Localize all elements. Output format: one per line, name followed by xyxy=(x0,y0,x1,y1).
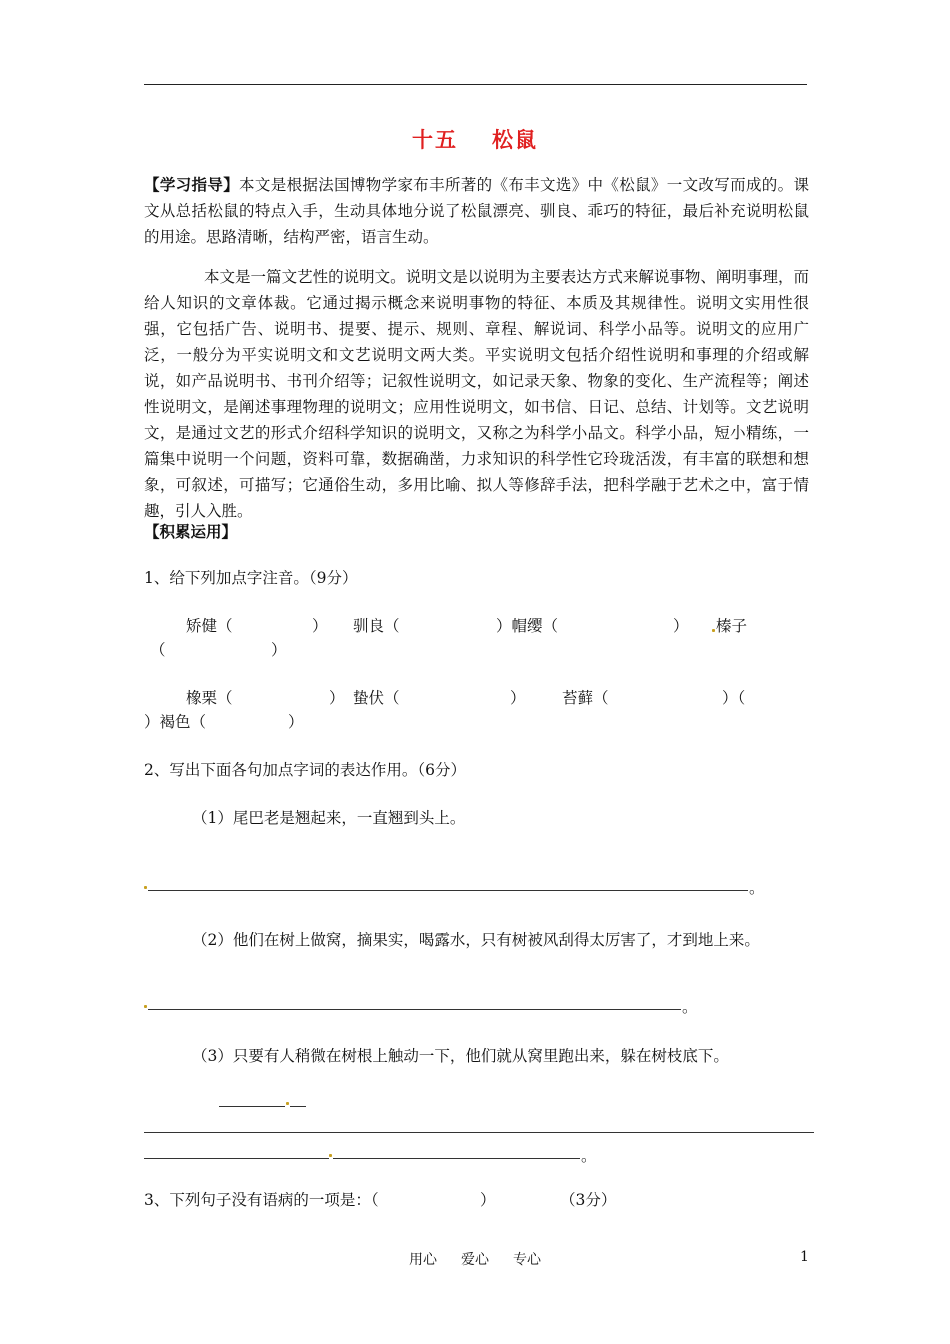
emphasis-dot xyxy=(329,1154,332,1157)
q3-close: ） xyxy=(480,1191,496,1209)
footer-item-2: 爱心 xyxy=(461,1252,489,1268)
answer-line-3a[interactable] xyxy=(219,1106,285,1107)
q1-close-5: ） xyxy=(329,689,345,707)
page-number: 1 xyxy=(800,1249,809,1265)
intro-paragraph xyxy=(144,264,809,524)
q1-word-8: ）褐色（ xyxy=(144,713,207,731)
study-guide xyxy=(144,172,809,250)
q1-word-5: 橡栗（ xyxy=(186,689,233,707)
section-heading: 【积累运用】 xyxy=(144,522,238,541)
answer-line-3c[interactable] xyxy=(144,1132,814,1133)
emphasis-dot xyxy=(286,1102,289,1105)
q1-word-4: 榛子 xyxy=(716,617,748,635)
q1-close-1: ） xyxy=(312,617,328,635)
study-guide-text: 本文是根据法国博物学家布丰所著的《布丰文选》中《松鼠》一文改写而成的。课文从总括松鼠的特点入手，生动具体地分说了松鼠漂亮、驯良、乖巧的特征，最后补充说明松鼠的用途。思路清晰，结构严密，语言生动。 xyxy=(144,176,809,246)
answer-end-1: 。 xyxy=(749,879,765,897)
q1-close-8: ） xyxy=(288,713,304,731)
answer-line-2[interactable] xyxy=(148,1009,681,1010)
q2-sentence-1: （1）尾巴老是翘起来，一直翘到头上。 xyxy=(192,809,466,827)
answer-end-2: 。 xyxy=(682,998,698,1016)
q2-stem: 2、写出下面各句加点字词的表达作用。（6分） xyxy=(144,761,466,779)
q3-stem: 3、下列句子没有语病的一项是：（ xyxy=(144,1191,379,1209)
q3-score: （3分） xyxy=(560,1191,617,1209)
emphasis-dot xyxy=(712,629,715,632)
q2-sentence-3: （3）只要有人稍微在树根上触动一下，他们就从窝里跑出来，躲在树枝底下。 xyxy=(192,1047,729,1065)
title-number: 十五 xyxy=(412,127,458,152)
q1-word-3: ）帽缨（ xyxy=(496,617,559,635)
answer-line-3b[interactable] xyxy=(290,1106,306,1107)
header-rule xyxy=(144,84,807,85)
answer-line-3e[interactable] xyxy=(333,1158,580,1159)
q1-word-1: 矫健（ xyxy=(186,617,233,635)
answer-end-3: 。 xyxy=(581,1147,597,1165)
title-text: 松鼠 xyxy=(492,127,538,152)
answer-line-1[interactable] xyxy=(148,890,748,891)
q1-stem: 1、给下列加点字注音。（9分） xyxy=(144,569,358,587)
q1-close-4: ） xyxy=(271,641,287,659)
emphasis-dot xyxy=(144,1005,147,1008)
q1-word-2: 驯良（ xyxy=(353,617,400,635)
q1-close-6: ） xyxy=(510,689,526,707)
q1-close-3: ） xyxy=(673,617,689,635)
footer-item-1: 用心 xyxy=(409,1252,437,1268)
study-guide-label: 【学习指导】 xyxy=(144,175,240,194)
answer-line-3d[interactable] xyxy=(144,1158,329,1159)
q1-word-6: 蛰伏（ xyxy=(353,689,400,707)
intro-text: 本文是一篇文艺性的说明文。说明文是以说明为主要表达方式来解说事物、阐明事理，而给人知识的文章体裁。它通过揭示概念来说明事物的特征、本质及其规律性。说明文实用性很强，它包括广告、说明书、提要、提示、规则、章程、解说词、科学小品等。说明文的应用广泛，一般分为平实说明文和文艺说明文两大类。平实说明文包括介绍性说明和事理的介绍或解说，如产品说明书、书刊介绍等；记叙性说明文，如记录天象、物象的变化、生产流程等；阐述性说明文，是阐述事理物理的说明文；应用性说明文，如书信、日记、总结、计划等。文艺说明文，是通过文艺的形式介绍科学知识的说明文，又称之为科学小品文。科学小品，短小精练，一篇集中说明一个问题，资料可靠，数据确凿，力求知识的科学性它玲珑活泼，有丰富的联想和想象，可叙述，可描写；它通俗生动，多用比喻、拟人等修辞手法，把科学融于艺术之中，富于情趣，引人入胜。 xyxy=(144,268,809,520)
q1-open-4: （ xyxy=(150,641,166,659)
q1-close-7: ）（ xyxy=(722,689,746,707)
emphasis-dot xyxy=(144,886,147,889)
q1-word-7: 苔藓（ xyxy=(562,689,609,707)
footer-item-3: 专心 xyxy=(513,1252,541,1268)
page-title xyxy=(0,124,950,154)
q2-sentence-2: （2）他们在树上做窝，摘果实，喝露水，只有树被风刮得太厉害了，才到地上来。 xyxy=(192,931,760,949)
